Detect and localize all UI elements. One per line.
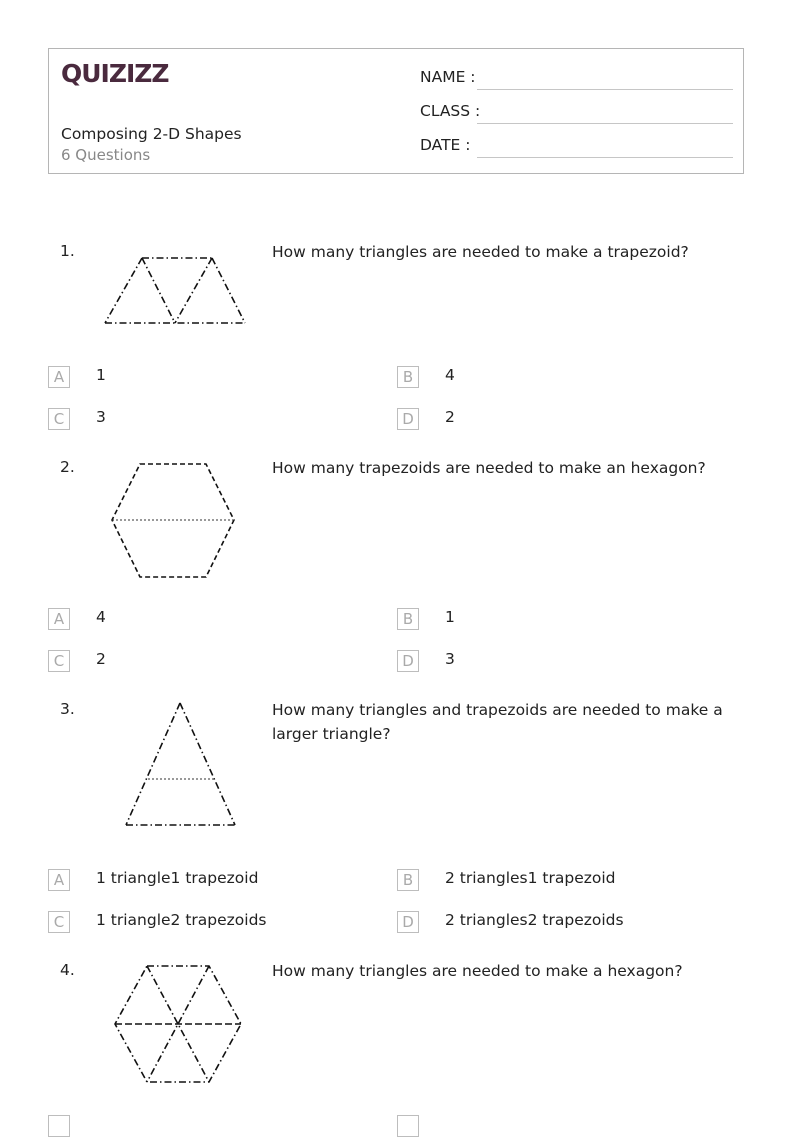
question-text: How many triangles are needed to make a trapezoid? [272, 243, 689, 261]
option-c-box[interactable]: C [48, 911, 70, 933]
question-text: How many trapezoids are needed to make an hexagon? [272, 459, 706, 477]
worksheet-header [48, 48, 744, 174]
question-number: 3. [60, 700, 75, 718]
question-number: 4. [60, 961, 75, 979]
option-a-box[interactable]: A [48, 366, 70, 388]
option-c-box[interactable]: C [48, 408, 70, 430]
option-d-text: 3 [445, 650, 455, 668]
date-field[interactable] [477, 157, 733, 158]
option-d-text: 2 [445, 408, 455, 426]
question-number: 1. [60, 242, 75, 260]
class-label: CLASS : [420, 102, 481, 120]
option-b-text: 1 [445, 608, 455, 626]
option-d-text: 2 triangles2 trapezoids [445, 911, 624, 929]
option-b-box[interactable]: B [397, 608, 419, 630]
name-label: NAME : [420, 68, 476, 86]
option-a-box[interactable]: A [48, 869, 70, 891]
question-number: 2. [60, 458, 75, 476]
hexagon-of-triangles-figure [108, 960, 248, 1088]
option-a-text: 4 [96, 608, 106, 626]
quizizz-logo: QUIZIZZ [61, 59, 169, 88]
option-d-box[interactable]: D [397, 650, 419, 672]
date-label: DATE : [420, 136, 471, 154]
large-triangle-figure [120, 698, 242, 830]
question-text: How many triangles are needed to make a hexagon? [272, 962, 683, 980]
name-field[interactable] [477, 89, 733, 90]
option-a-text: 1 [96, 366, 106, 384]
option-a-box[interactable]: A [48, 608, 70, 630]
option-b-box[interactable]: B [397, 869, 419, 891]
trapezoid-of-triangles-figure [100, 252, 250, 328]
option-b-box[interactable]: B [397, 366, 419, 388]
question-text: How many triangles and trapezoids are needed to make a larger triangle? [272, 701, 723, 743]
option-d-box[interactable]: D [397, 408, 419, 430]
option-c-text: 1 triangle2 trapezoids [96, 911, 267, 929]
question-count: 6 Questions [61, 146, 151, 164]
option-b-box[interactable] [397, 1115, 419, 1137]
option-b-text: 2 triangles1 trapezoid [445, 869, 616, 887]
class-field[interactable] [477, 123, 733, 124]
option-c-text: 2 [96, 650, 106, 668]
hexagon-of-trapezoids-figure [106, 458, 242, 584]
option-c-box[interactable]: C [48, 650, 70, 672]
option-b-text: 4 [445, 366, 455, 384]
option-d-box[interactable]: D [397, 911, 419, 933]
worksheet-title: Composing 2-D Shapes [61, 125, 242, 143]
option-a-text: 1 triangle1 trapezoid [96, 869, 259, 887]
option-a-box[interactable] [48, 1115, 70, 1137]
option-c-text: 3 [96, 408, 106, 426]
